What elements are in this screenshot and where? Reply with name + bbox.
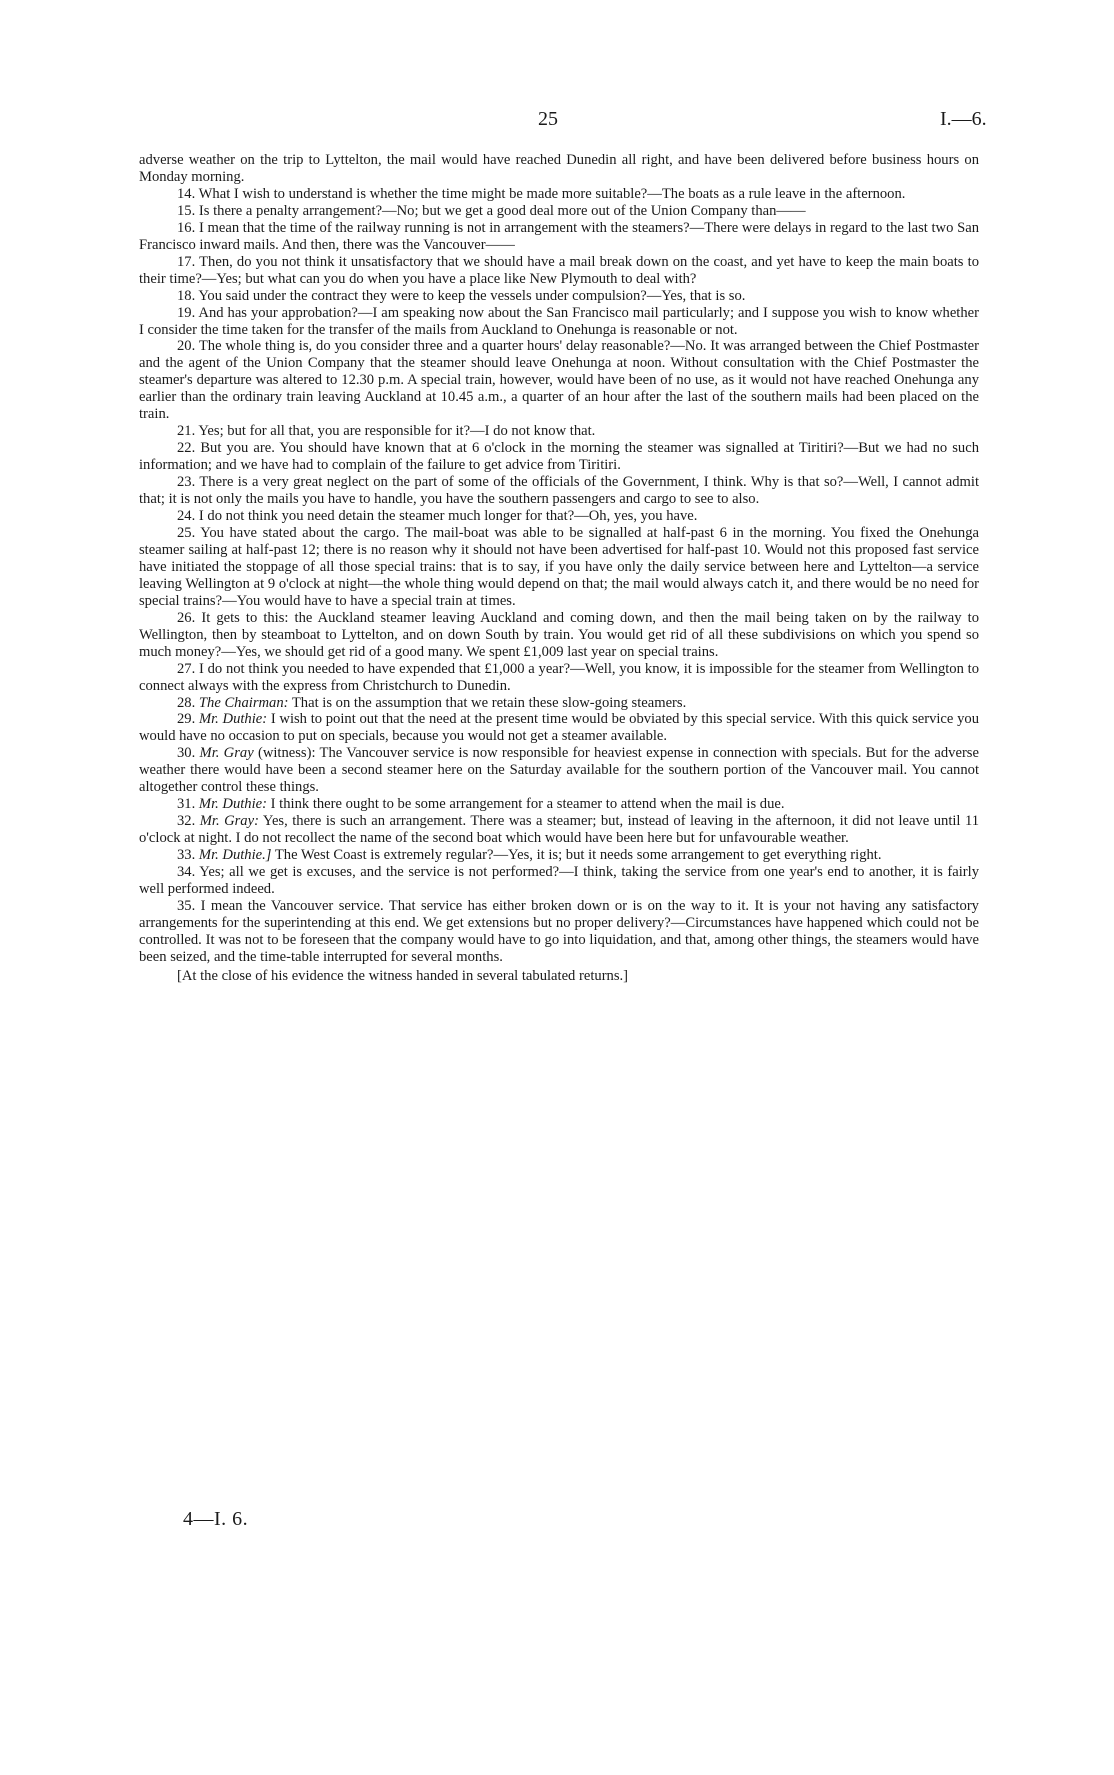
- speaker-name: Mr. Duthie:: [198, 711, 268, 728]
- paragraph-text: I wish to point out that the need at the present time would be obviated by this special service. With this quick service you would have no occasion to put on specials, because you would not get a steamer available.: [139, 711, 979, 745]
- question-number: 14.: [177, 185, 196, 202]
- paragraph-text: The West Coast is extremely regular?—Yes, it is; but it needs some arrangement to get everything right.: [274, 847, 882, 864]
- sheet-signature: 4—I. 6.: [183, 1508, 249, 1530]
- speaker-name: Mr. Duthie:: [198, 796, 268, 813]
- paragraph-text: Yes; but for all that, you are responsible for it?—I do not know that.: [198, 423, 596, 440]
- evidence-paragraph: [139, 898, 979, 966]
- paragraph-text: What I wish to understand is whether the time might be made more suitable?—The boats as a rule leave in the afternoon.: [198, 185, 906, 202]
- paragraph-text: There is a very great neglect on the part of some of the officials of the Government, I think. Why is that so?—Well, I cannot admit that; it is not only the mails you have to handle, you have the southern passengers and cargo to see to also.: [139, 474, 980, 508]
- evidence-paragraph: [139, 423, 979, 440]
- evidence-paragraph: [139, 610, 979, 661]
- paragraph-text: And has your approbation?—I am speaking now about the San Francisco mail particularly; and I suppose you wish to know whether I consider the time taken for the transfer of the mails from Auckland to Onehunga is reasonable or not.: [139, 304, 979, 338]
- paragraph-text: Yes, there is such an arrangement. There was a steamer; but, instead of leaving in the afternoon, it did not leave until 11 o'clock at night. I do not recollect the name of the second boat which would have been here but for unfavourable weather.: [139, 813, 980, 847]
- question-number: 17.: [177, 253, 196, 270]
- evidence-paragraph: [139, 847, 979, 864]
- question-number: 22.: [177, 440, 196, 457]
- question-number: 23.: [177, 474, 196, 491]
- evidence-paragraph: [139, 254, 979, 288]
- paragraph-text: You said under the contract they were to keep the vessels under compulsion?—Yes, that is so.: [198, 287, 746, 304]
- speaker-name: Mr. Gray:: [199, 813, 259, 830]
- evidence-paragraph: [139, 474, 979, 508]
- question-number: 26.: [177, 609, 196, 626]
- evidence-paragraph: [139, 525, 979, 610]
- question-number: 16.: [177, 219, 196, 236]
- evidence-paragraph: [139, 661, 979, 695]
- question-number: 33.: [177, 847, 196, 864]
- question-number: 18.: [177, 287, 196, 304]
- evidence-paragraph: [139, 813, 979, 847]
- question-number: 27.: [177, 660, 196, 677]
- question-number: 20.: [177, 338, 196, 355]
- question-number: 15.: [177, 202, 196, 219]
- paragraph-text: (witness): The Vancouver service is now responsible for heaviest expense in connection with specials. But for the adverse weather there would have been a second steamer here on the Saturday available for the southern portion of the Vancouver mail. You cannot altogether control these things.: [139, 745, 979, 796]
- paragraph-text: The whole thing is, do you consider three and a quarter hours' delay reasonable?—No. It was arranged between the Chief Postmaster and the agent of the Union Company that the steamer should leave Onehunga at noon. Without consultation with the Chief Postmaster the steamer's departure was altered to 12.30 p.m. A special train, however, would have been of no use, as it would not have reached Onehunga any earlier than the ordinary train leaving Auckland at 10.45 a.m., a quarter of an hour after the last of the southern mails had been placed on the train.: [139, 338, 979, 423]
- question-number: 21.: [177, 423, 196, 440]
- question-number: 35.: [177, 897, 196, 914]
- evidence-paragraph: [139, 305, 979, 339]
- question-number: 28.: [177, 694, 196, 711]
- evidence-paragraph: [139, 796, 979, 813]
- question-number: 29.: [177, 711, 196, 728]
- evidence-paragraph: [139, 338, 979, 423]
- evidence-paragraph: [139, 186, 979, 203]
- paragraph-text: You have stated about the cargo. The mail-boat was able to be signalled at half-past 6 in the morning. You fixed the Onehunga steamer sailing at half-past 12; there is no reason why it should not have been advertised for half-past 10. Would not this proposed fast service have initiated the stoppage of all those special trains: that is to say, if you have only the daily service between here and Lyttelton—a service leaving Wellington at 9 o'clock at night—the whole thing would depend on that; the mail would always catch it, and there would be no need for special trains?—You would have to have a special train at times.: [139, 524, 979, 609]
- paragraph-text: Then, do you not think it unsatisfactory that we should have a mail break down on the coast, and yet have to keep the main boats to their time?—Yes; but what can you do when you have a place like New Plymouth to deal with?: [139, 253, 979, 287]
- speaker-name: The Chairman:: [198, 694, 289, 711]
- question-number: 30.: [177, 745, 196, 762]
- evidence-paragraph: [139, 745, 979, 796]
- page-number: 25: [538, 108, 558, 130]
- paragraph-text: Yes; all we get is excuses, and the service is not performed?—I think, taking the service from one year's end to another, it is fairly well performed indeed.: [139, 864, 979, 897]
- paragraph-text: I do not think you needed to have expended that £1,000 a year?—Well, you know, it is impossible for the steamer from Wellington to connect always with the express from Christchurch to Dunedin.: [139, 660, 979, 694]
- question-number: 19.: [177, 304, 196, 321]
- question-number: 25.: [177, 524, 196, 541]
- question-number: 32.: [177, 813, 196, 830]
- evidence-paragraph: [139, 864, 979, 898]
- question-number: 31.: [177, 796, 196, 813]
- speaker-name: Mr. Duthie.]: [198, 847, 272, 864]
- evidence-paragraph: [139, 508, 979, 525]
- document-reference: I.—6.: [940, 108, 987, 130]
- paragraph-text: Is there a penalty arrangement?—No; but we get a good deal more out of the Union Company than——: [198, 202, 806, 219]
- paragraph-text: I do not think you need detain the steamer much longer for that?—Oh, yes, you have.: [198, 508, 698, 525]
- evidence-paragraph: [139, 711, 979, 745]
- question-number: 24.: [177, 508, 196, 525]
- evidence-paragraph: [139, 440, 979, 474]
- paragraph-text: But you are. You should have known that at 6 o'clock in the morning the steamer was signalled at Tiritiri?—But we had no such information; and we have had to complain of the failure to get advice from Tiritiri.: [139, 440, 979, 474]
- paragraph-text: It gets to this: the Auckland steamer leaving Auckland and coming down, and then the mail being taken on by the railway to Wellington, then by steamboat to Lyttelton, and on down South by train. You would get rid of all these subdivisions on which you spend so much money?—Yes, we should get rid of a good many. We spent £1,009 last year on special trains.: [139, 609, 979, 660]
- paragraph-text: I mean that the time of the railway running is not in arrangement with the steamers?—There were delays in regard to the last two San Francisco inward mails. And then, there was the Vancouver——: [139, 219, 979, 253]
- evidence-paragraph: [139, 695, 979, 712]
- paragraph-text: I think there ought to be some arrangement for a steamer to attend when the mail is due.: [270, 796, 785, 813]
- speaker-name: Mr. Gray: [199, 745, 254, 762]
- paragraph-text: adverse weather on the trip to Lyttelton, the mail would have reached Dunedin all right, and have been delivered before business hours on Monday morning.: [139, 152, 979, 185]
- evidence-paragraph: [139, 152, 979, 186]
- paragraph-text: That is on the assumption that we retain these slow-going steamers.: [291, 694, 687, 711]
- evidence-paragraph: [139, 203, 979, 220]
- paragraph-text: I mean the Vancouver service. That service has either broken down or is on the way to it. It is your not having any satisfactory arrangements for the superintending at this end. We get extensions but no proper delivery?—Circumstances have happened which could not be controlled. It was not to be foreseen that the company would have to go into liquidation, and that, among other things, the steamers would have been seized, and the time-table interrupted for several months.: [139, 897, 979, 965]
- evidence-body: [139, 152, 979, 985]
- evidence-paragraph: [139, 220, 979, 254]
- question-number: 34.: [177, 864, 196, 881]
- evidence-paragraph: [139, 288, 979, 305]
- closing-note: [At the close of his evidence the witness handed in several tabulated returns.]: [177, 967, 629, 984]
